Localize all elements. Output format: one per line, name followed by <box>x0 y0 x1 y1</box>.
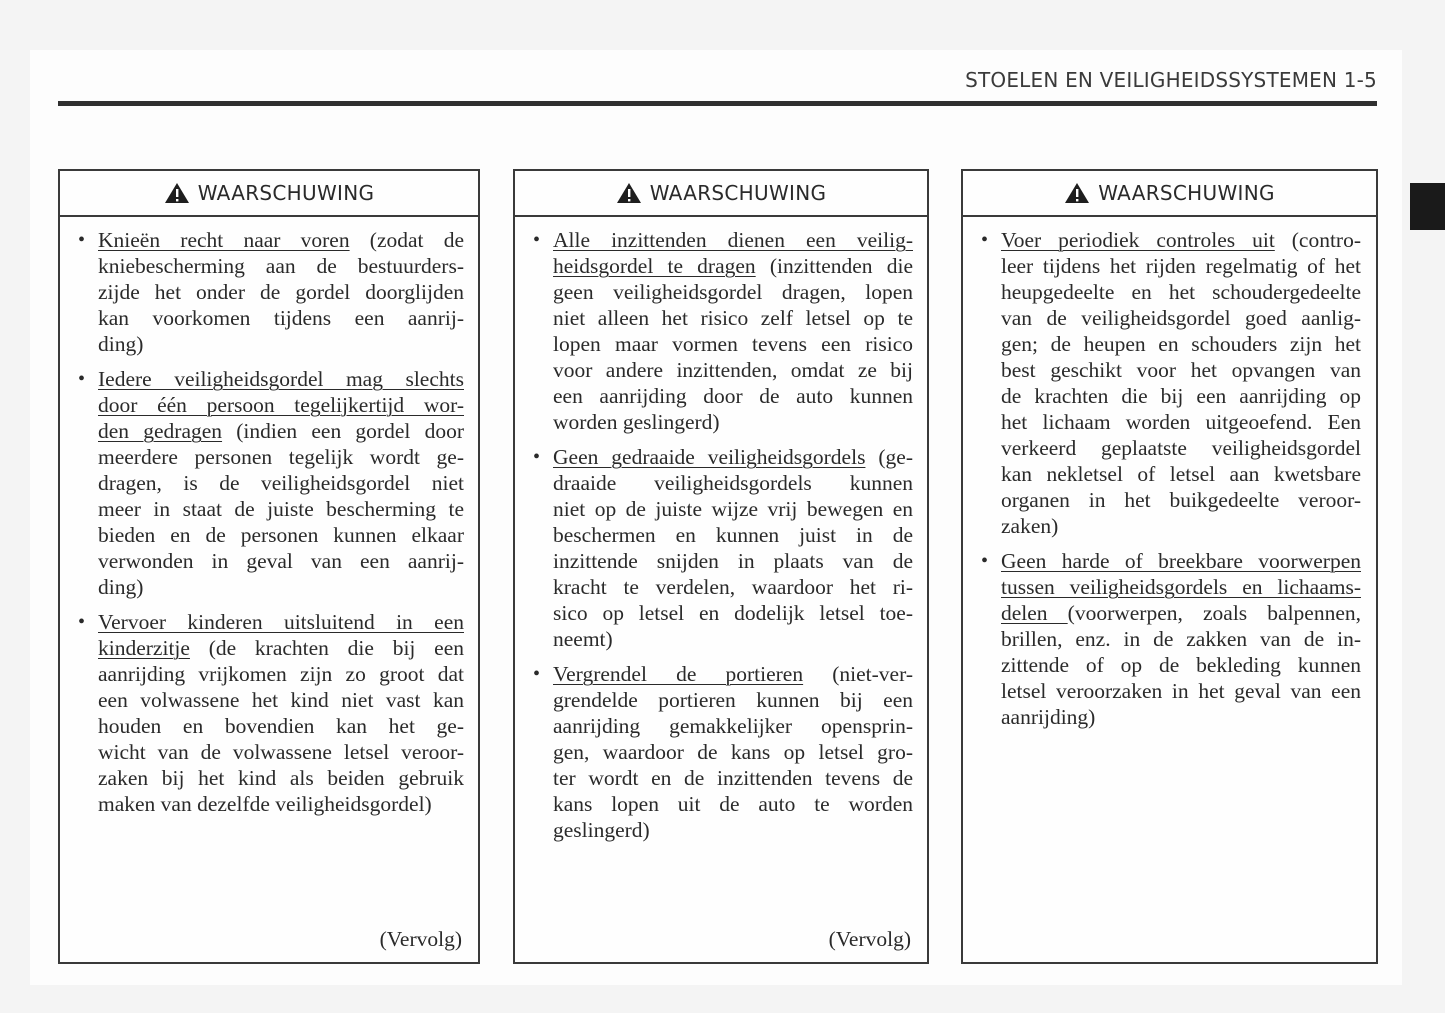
text-line <box>1001 513 1361 539</box>
text-line <box>98 418 464 444</box>
explanation-text: niet op de juiste wijze vrij bewegen en <box>553 497 913 521</box>
emphasized-instruction: Vergrendel de portieren <box>553 662 804 686</box>
text-line <box>98 635 464 661</box>
section-thumb-tab <box>1410 183 1445 230</box>
explanation-text: (inzittenden die <box>755 254 913 278</box>
warning-triangle-icon <box>1064 182 1090 204</box>
explanation-text: ding) <box>98 575 144 599</box>
explanation-text: voor andere inzittenden, omdat ze bij <box>553 358 913 382</box>
explanation-text: (de krachten die bij een <box>189 636 464 660</box>
text-line <box>98 227 464 253</box>
text-line <box>553 765 913 791</box>
emphasized-instruction: kinderzitje <box>98 636 190 660</box>
text-line <box>1001 487 1361 513</box>
text-line <box>1001 227 1361 253</box>
list-item <box>78 227 464 357</box>
text-line <box>98 392 464 418</box>
explanation-text: (contro- <box>1274 228 1362 252</box>
bullet-icon: • <box>533 663 541 685</box>
text-line <box>553 496 913 522</box>
text-line <box>553 600 913 626</box>
warning-title: WAARSCHUWING <box>197 181 375 205</box>
text-line <box>553 548 913 574</box>
explanation-text: heupgedeelte en het schoudergedeelte <box>1001 280 1361 304</box>
text-line <box>553 791 913 817</box>
explanation-text: grendelde portieren kunnen bij een <box>553 688 913 712</box>
emphasized-instruction: heidsgordel te dragen <box>553 254 756 278</box>
explanation-text: dragen, is de veiligheidsgordel niet <box>98 471 464 495</box>
explanation-text: zittende of op de bekleding kunnen <box>1001 653 1361 677</box>
text-line <box>98 305 464 331</box>
text-line <box>553 253 913 279</box>
explanation-text: niet alleen het risico zelf letsel op te <box>553 306 913 330</box>
explanation-text: gen; de heupen en schouders zijn het <box>1001 332 1361 356</box>
list-item <box>533 661 913 843</box>
text-line <box>98 253 464 279</box>
text-line <box>553 444 913 470</box>
explanation-text: letsel veroorzaken in het geval van een <box>1001 679 1361 703</box>
emphasized-instruction: Geen gedraaide veiligheidsgordels <box>553 445 866 469</box>
explanation-text: (zodat de <box>349 228 464 252</box>
explanation-text: kans lopen uit de auto te worden <box>553 792 913 816</box>
explanation-text: draaide veiligheidsgordels kunnen <box>553 471 913 495</box>
warning-header <box>60 171 478 217</box>
explanation-text: worden geslingerd) <box>553 410 720 434</box>
emphasized-instruction: tussen veiligheidsgordels en lichaams- <box>1001 575 1361 599</box>
text-line <box>98 331 464 357</box>
list-item <box>981 548 1361 730</box>
bullet-icon: • <box>533 446 541 468</box>
text-line <box>98 687 464 713</box>
explanation-text: het lichaam worden uitgeoefend. Een <box>1001 410 1361 434</box>
warning-box-3 <box>961 169 1378 964</box>
explanation-text: een aanrijding door de auto kunnen <box>553 384 913 408</box>
text-line <box>1001 704 1361 730</box>
explanation-text: organen in het buikgedeelte veroor- <box>1001 488 1361 512</box>
text-line <box>553 279 913 305</box>
text-line <box>98 574 464 600</box>
explanation-text: kan nekletsel of letsel aan kwetsbare <box>1001 462 1361 486</box>
list-item <box>533 227 913 435</box>
text-line <box>98 791 464 817</box>
text-line <box>1001 652 1361 678</box>
warning-triangle-icon <box>164 182 190 204</box>
bullet-icon: • <box>981 229 989 251</box>
explanation-text: aanrijding gemakkelijker opensprin- <box>553 714 913 738</box>
continued-label: (Vervolg) <box>379 927 462 951</box>
explanation-text: verkeerd geplaatste veiligheidsgordel <box>1001 436 1361 460</box>
explanation-text: wicht van de volwassene letsel veroor- <box>98 740 464 764</box>
text-line <box>1001 409 1361 435</box>
explanation-text: meer in staat de juiste bescherming te <box>98 497 464 521</box>
bullet-icon: • <box>78 229 86 251</box>
explanation-text: gen, waardoor de kans op letsel gro- <box>553 740 913 764</box>
explanation-text: aanrijding vrijkomen zijn zo groot dat <box>98 662 464 686</box>
text-line <box>553 661 913 687</box>
text-line <box>1001 600 1361 626</box>
text-line <box>553 817 913 843</box>
text-line <box>98 470 464 496</box>
warning-body <box>78 227 464 826</box>
list-item <box>78 609 464 817</box>
text-line <box>1001 626 1361 652</box>
emphasized-instruction: Voer periodiek controles uit <box>1001 228 1275 252</box>
emphasized-instruction: den gedragen <box>98 419 223 443</box>
text-line <box>553 574 913 600</box>
explanation-text: kniebescherming aan de bestuurders- <box>98 254 464 278</box>
explanation-text: aanrijding) <box>1001 705 1096 729</box>
emphasized-instruction: Vervoer kinderen uitsluitend in een <box>98 610 464 634</box>
emphasized-instruction: Knieën recht naar voren <box>98 228 350 252</box>
text-line <box>553 305 913 331</box>
text-line <box>98 279 464 305</box>
explanation-text: houden en bovendien kan het ge- <box>98 714 464 738</box>
text-line <box>1001 574 1361 600</box>
explanation-text: geslingerd) <box>553 818 650 842</box>
emphasized-instruction: delen <box>1001 601 1068 625</box>
explanation-text: inzittende snijden in plaats van de <box>553 549 913 573</box>
text-line <box>1001 383 1361 409</box>
text-line <box>553 626 913 652</box>
explanation-text: ding) <box>98 332 144 356</box>
text-line <box>98 739 464 765</box>
explanation-text: kracht te verdelen, waardoor het ri- <box>553 575 913 599</box>
explanation-text: zijde het onder de gordel doorglijden <box>98 280 464 304</box>
explanation-text: neemt) <box>553 627 613 651</box>
emphasized-instruction: Geen harde of breekbare voorwerpen <box>1001 549 1361 573</box>
emphasized-instruction: door één persoon tegelijkertijd wor- <box>98 393 464 417</box>
text-line <box>1001 435 1361 461</box>
text-line <box>553 409 913 435</box>
text-line <box>1001 678 1361 704</box>
text-line <box>98 661 464 687</box>
warning-box-1 <box>58 169 480 964</box>
explanation-text: maken van dezelfde veiligheidsgordel) <box>98 792 432 816</box>
explanation-text: kan voorkomen tijdens een aanrij- <box>98 306 464 330</box>
explanation-text: (ge- <box>865 445 913 469</box>
text-line <box>553 357 913 383</box>
explanation-text: een volwassene het kind niet vast kan <box>98 688 464 712</box>
running-header: STOELEN EN VEILIGHEIDSSYSTEMEN 1-5 <box>965 68 1377 92</box>
warning-title: WAARSCHUWING <box>649 181 827 205</box>
emphasized-instruction: Alle inzittenden dienen een veilig- <box>553 228 913 252</box>
explanation-text: beschermen en kunnen juist in de <box>553 523 913 547</box>
explanation-text: brillen, enz. in de zakken van de in- <box>1001 627 1361 651</box>
explanation-text: (voorwerpen, zoals balpennen, <box>1067 601 1361 625</box>
list-item <box>981 227 1362 539</box>
bullet-icon: • <box>981 550 989 572</box>
explanation-text: van de veiligheidsgordel goed aanlig- <box>1001 306 1361 330</box>
explanation-text: de krachten die bij een aanrijding op <box>1001 384 1361 408</box>
warning-title: WAARSCHUWING <box>1098 181 1275 205</box>
explanation-text: sico op letsel en dodelijk letsel toe- <box>553 601 913 625</box>
text-line <box>1001 305 1361 331</box>
continued-label: (Vervolg) <box>828 927 911 951</box>
text-line <box>553 331 913 357</box>
text-line <box>98 765 464 791</box>
text-line <box>98 522 464 548</box>
text-line <box>1001 331 1361 357</box>
explanation-text: zaken) <box>1001 514 1059 538</box>
emphasized-instruction: Iedere veiligheidsgordel mag slechts <box>98 367 464 391</box>
explanation-text: leer tijdens het rijden regelmatig of het <box>1001 254 1361 278</box>
explanation-text: zaken bij het kind als beiden gebruik <box>98 766 464 790</box>
text-line <box>553 522 913 548</box>
header-rule <box>58 101 1377 106</box>
bullet-icon: • <box>533 229 541 251</box>
text-line <box>553 687 913 713</box>
text-line <box>553 227 913 253</box>
text-line <box>553 739 913 765</box>
warning-body <box>533 227 913 852</box>
explanation-text: verwonden in geval van een aanrij- <box>98 549 464 573</box>
bullet-icon: • <box>78 368 86 390</box>
text-line <box>1001 548 1361 574</box>
text-line <box>98 444 464 470</box>
text-line <box>98 496 464 522</box>
text-line <box>553 470 913 496</box>
explanation-text: bieden en de personen kunnen elkaar <box>98 523 464 547</box>
warning-triangle-icon <box>616 182 642 204</box>
warning-box-2 <box>513 169 929 964</box>
warning-body <box>981 227 1362 739</box>
text-line <box>98 366 464 392</box>
text-line <box>1001 357 1361 383</box>
warning-header <box>963 171 1376 217</box>
text-line <box>553 383 913 409</box>
explanation-text: (niet-ver- <box>803 662 913 686</box>
text-line <box>98 548 464 574</box>
list-item <box>78 366 464 600</box>
warning-header <box>515 171 927 217</box>
text-line <box>1001 461 1361 487</box>
bullet-icon: • <box>78 611 86 633</box>
text-line <box>98 713 464 739</box>
explanation-text: (indien een gordel door <box>222 419 464 443</box>
text-line <box>1001 279 1361 305</box>
text-line <box>553 713 913 739</box>
explanation-text: ter wordt en de inzittenden tevens de <box>553 766 913 790</box>
list-item <box>533 444 913 652</box>
explanation-text: best geschikt voor het opvangen van <box>1001 358 1361 382</box>
explanation-text: lopen maar vormen tevens een risico <box>553 332 913 356</box>
explanation-text: geen veiligheidsgordel dragen, lopen <box>553 280 913 304</box>
text-line <box>98 609 464 635</box>
explanation-text: meerdere personen tegelijk wordt ge- <box>98 445 464 469</box>
text-line <box>1001 253 1361 279</box>
